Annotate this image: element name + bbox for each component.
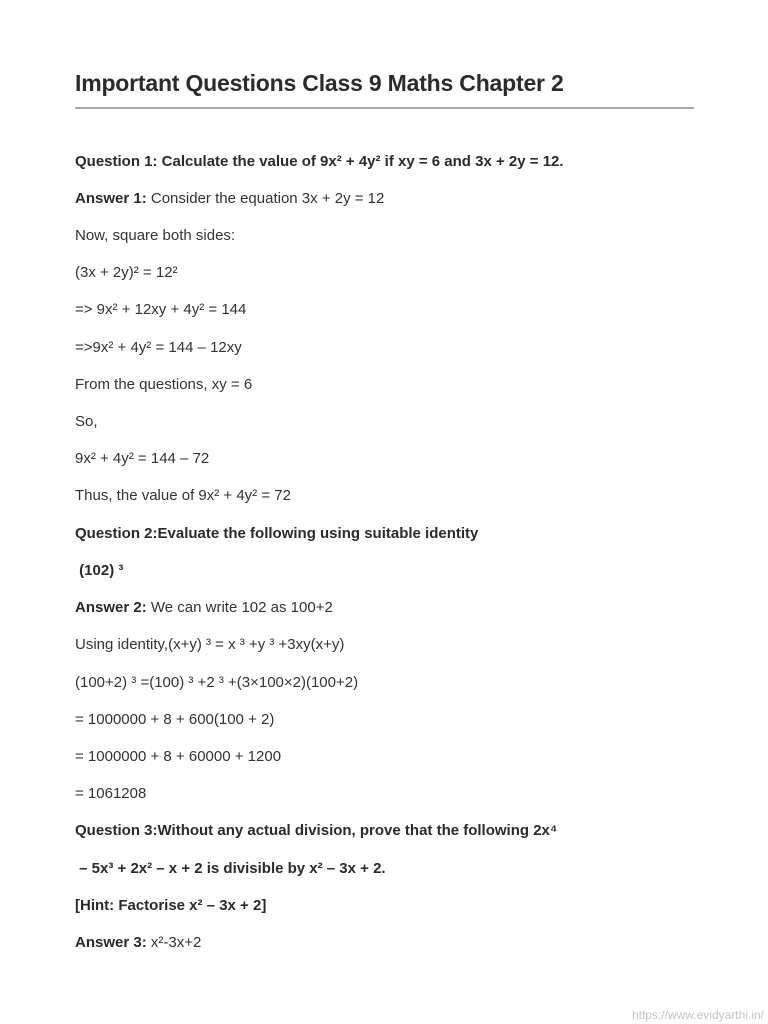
answer-1-step: From the questions, xy = 6	[75, 376, 253, 393]
answer-2-text: We can write 102 as 100+2	[146, 599, 333, 616]
answer-1-step: 9x² + 4y² = 144 – 72	[75, 450, 210, 467]
answer-1-step: Now, square both sides:	[75, 227, 236, 244]
answer-1-text: Consider the equation 3x + 2y = 12	[146, 190, 385, 207]
page-title: Important Questions Class 9 Maths Chapter 2	[75, 70, 564, 96]
answer-3-text: x²-3x+2	[146, 934, 202, 951]
question-3: Question 3:Without any actual division, prove that the following 2x⁴	[75, 822, 558, 839]
question-1: Question 1: Calculate the value of 9x² + 4y² if xy = 6 and 3x + 2y = 12.	[75, 153, 564, 170]
answer-3-label: Answer 3:	[75, 934, 147, 951]
question-2: Question 2:Evaluate the following using suitable identity	[75, 525, 479, 542]
answer-2-step: = 1000000 + 8 + 60000 + 1200	[75, 748, 282, 765]
question-2-expression: (102) ³	[75, 562, 124, 579]
answer-2-line	[75, 599, 333, 617]
answer-2-result: = 1061208	[75, 785, 147, 802]
answer-2-step: Using identity,(x+y) ³ = x ³ +y ³ +3xy(x+y)	[75, 636, 345, 653]
answer-2-label: Answer 2:	[75, 599, 147, 616]
answer-1-conclusion: Thus, the value of 9x² + 4y² = 72	[75, 487, 291, 504]
question-3-hint: [Hint: Factorise x² – 3x + 2]	[75, 897, 267, 914]
answer-1-step: So,	[75, 413, 98, 430]
question-3-continued: – 5x³ + 2x² – x + 2 is divisible by x² – 3x + 2.	[75, 860, 386, 877]
answer-2-step: = 1000000 + 8 + 600(100 + 2)	[75, 711, 275, 728]
answer-1-line	[75, 190, 384, 208]
answer-1-step: => 9x² + 12xy + 4y² = 144	[75, 301, 247, 318]
source-url-watermark: https://www.evidyarthi.in/	[631, 1008, 764, 1022]
answer-2-step: (100+2) ³ =(100) ³ +2 ³ +(3×100×2)(100+2)	[75, 674, 359, 691]
answer-1-label: Answer 1:	[75, 190, 147, 207]
answer-3-line	[75, 934, 201, 952]
answer-1-step: =>9x² + 4y² = 144 – 12xy	[75, 339, 242, 356]
answer-1-step: (3x + 2y)² = 12²	[75, 264, 178, 281]
title-divider	[75, 107, 694, 109]
